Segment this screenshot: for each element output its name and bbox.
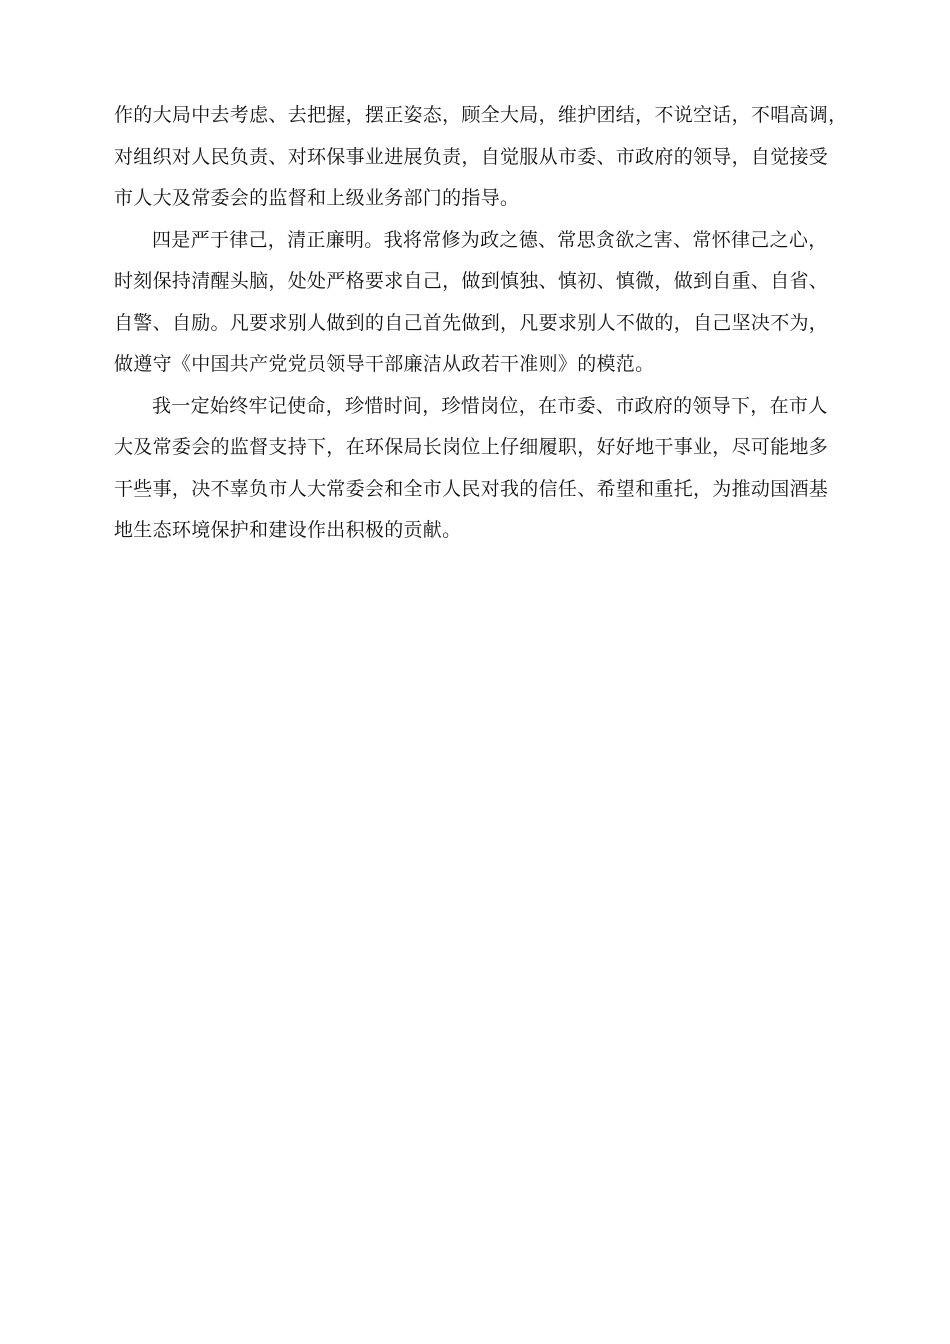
body-text [114,95,854,552]
text-line: 大及常委会的监督支持下，在环保局长岗位上仔细履职，好好地干事业，尽可能地多 [114,436,829,458]
text-line: 市人大及常委会的监督和上级业务部门的指导。 [114,187,520,209]
text-line: 地生态环境保护和建设作出积极的贡献。 [114,519,462,541]
text-line: 作的大局中去考虑、去把握，摆正姿态，顾全大局，维护团结，不说空话，不唱高调， [114,104,848,126]
text-line: 自警、自励。凡要求别人做到的自己首先做到，凡要求别人不做的，自己坚决不为， [114,311,829,334]
paragraph-1 [114,95,854,220]
text-line: 对组织对人民负责、对环保事业进展负责，自觉服从市委、市政府的领导，自觉接受 [114,145,829,168]
text-line: 干些事，决不辜负市人大常委会和全市人民对我的信任、希望和重托，为推动国酒基 [114,477,829,500]
text-line: 四是严于律己，清正廉明。我将常修为政之德、常思贪欲之害、常怀律己之心， [152,228,828,251]
text-line: 做遵守《中国共产党党员领导干部廉洁从政若干准则》的模范。 [114,353,655,375]
text-line: 时刻保持清醒头脑，处处严格要求自己，做到慎独、慎初、慎微，做到自重、自省、 [114,270,829,292]
text-line: 我一定始终牢记使命，珍惜时间，珍惜岗位，在市委、市政府的领导下，在市人 [152,394,828,417]
paragraph-2 [114,220,854,386]
paragraph-3 [114,386,854,552]
